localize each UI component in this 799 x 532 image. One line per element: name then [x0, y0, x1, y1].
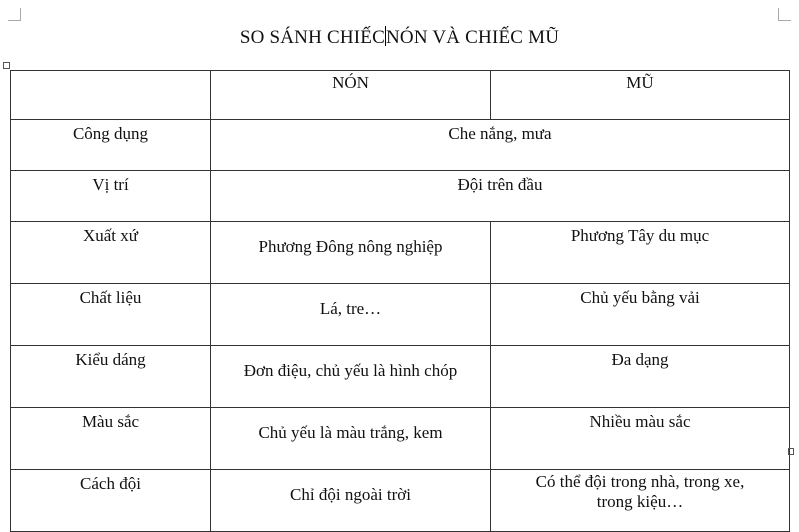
mu-cell[interactable]: Chủ yếu bằng vải — [491, 284, 790, 346]
non-cell[interactable]: Lá, tre… — [211, 284, 491, 346]
table-row — [11, 120, 790, 171]
table-header-row — [11, 71, 790, 120]
table-row — [11, 470, 790, 532]
table-row — [11, 222, 790, 284]
header-cell-empty[interactable] — [11, 71, 211, 120]
table-row — [11, 171, 790, 222]
page-margin-corner-top-left — [8, 8, 21, 21]
mu-cell[interactable]: Đa dạng — [491, 346, 790, 408]
table-move-handle-icon[interactable] — [3, 62, 10, 69]
document-title[interactable]: SO SÁNH CHIẾCNÓN VÀ CHIẾC MŨ — [239, 27, 560, 48]
row-label[interactable]: Màu sắc — [11, 408, 211, 470]
non-cell[interactable]: Chỉ đội ngoài trời — [211, 470, 491, 532]
table-row — [11, 408, 790, 470]
non-cell[interactable]: Đơn điệu, chủ yếu là hình chóp — [211, 346, 491, 408]
header-cell-non[interactable]: NÓN — [211, 71, 491, 120]
row-label[interactable]: Xuất xứ — [11, 222, 211, 284]
row-label[interactable]: Kiểu dáng — [11, 346, 211, 408]
mu-cell[interactable]: Phương Tây du mục — [491, 222, 790, 284]
header-cell-mu[interactable]: MŨ — [491, 71, 790, 120]
mu-cell[interactable]: Nhiều màu sắc — [491, 408, 790, 470]
row-label[interactable]: Công dụng — [11, 120, 211, 171]
merged-value-cell[interactable]: Che nắng, mưa — [211, 120, 790, 171]
table-resize-handle-icon[interactable] — [788, 448, 794, 455]
comparison-table[interactable] — [10, 70, 790, 532]
non-cell[interactable]: Phương Đông nông nghiệp — [211, 222, 491, 284]
table-row — [11, 284, 790, 346]
row-label[interactable]: Chất liệu — [11, 284, 211, 346]
row-label[interactable]: Vị trí — [11, 171, 211, 222]
page-margin-corner-top-right — [778, 8, 791, 21]
non-cell[interactable]: Chủ yếu là màu trắng, kem — [211, 408, 491, 470]
merged-value-cell[interactable]: Đội trên đầu — [211, 171, 790, 222]
table-row — [11, 346, 790, 408]
row-label[interactable]: Cách đội — [11, 470, 211, 532]
mu-cell[interactable]: Có thể đội trong nhà, trong xe, trong kiệu… — [491, 470, 790, 532]
